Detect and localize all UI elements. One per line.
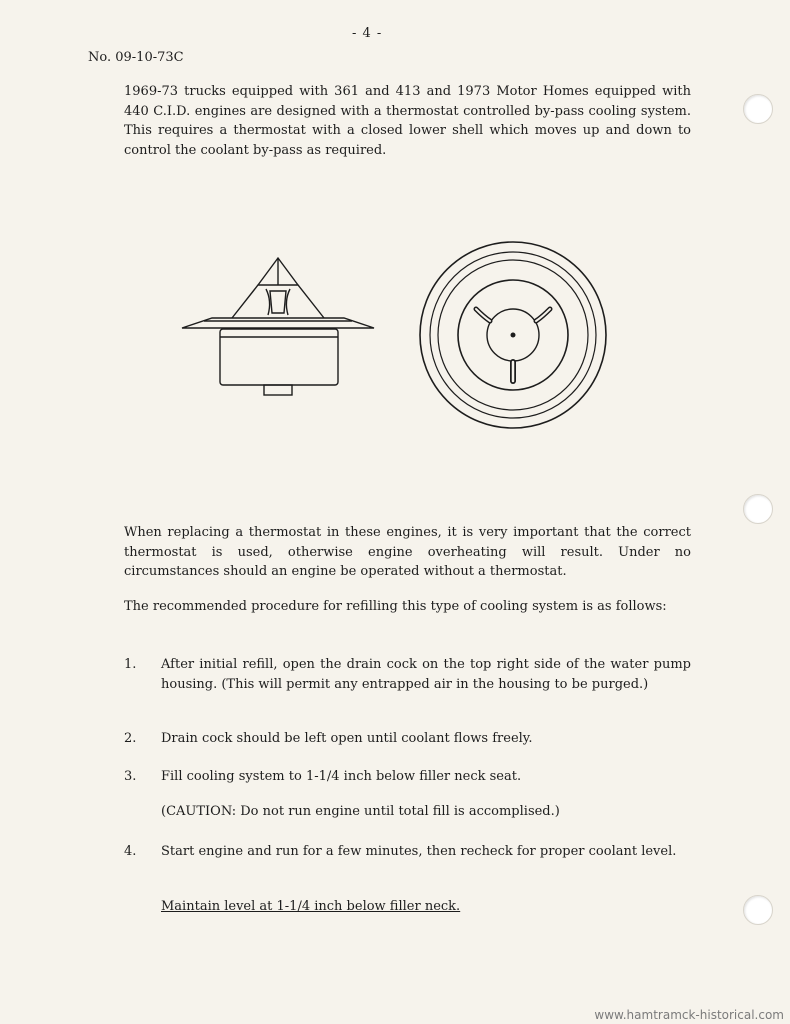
step-number: 2. xyxy=(124,731,137,746)
step-text: Fill cooling system to 1-1/4 inch below filler neck seat. xyxy=(161,769,522,784)
step-number: 4. xyxy=(124,844,137,859)
binder-hole xyxy=(743,94,773,124)
step-text: Drain cock should be left open until coolant flows freely. xyxy=(161,731,533,746)
page-number: - 4 - xyxy=(352,26,383,41)
intro-paragraph: 1969-73 trucks equipped with 361 and 413 and 1973 Motor Homes equipped with 440 C.I.D. engines are designed with a thermostat controlled by-pass cooling system. This requires a thermostat with a closed lower shell which moves up and down to control the coolant by-pass as required. xyxy=(124,84,691,158)
thermostat-side-view-illustration xyxy=(180,255,376,397)
step-number: 1. xyxy=(124,657,137,672)
watermark: www.hamtramck-historical.com xyxy=(594,1008,784,1022)
document-number: No. 09-10-73C xyxy=(88,50,184,65)
step-text: Start engine and run for a few minutes, then recheck for proper coolant level. xyxy=(161,844,677,859)
step-text: After initial refill, open the drain cock on the top right side of the water pump housing. (This will permit any entrapped air in the housing to be purged.) xyxy=(161,657,691,692)
caution-note: (CAUTION: Do not run engine until total fill is accomplised.) xyxy=(161,804,560,819)
thermostat-top-view-illustration xyxy=(418,241,608,429)
warning-paragraph: When replacing a thermostat in these engines, it is very important that the correct thermostat is used, otherwise engine overheating will result. Under no circumstances should an engine be operated without a thermostat. xyxy=(124,525,691,579)
step-number: 3. xyxy=(124,769,137,784)
binder-hole xyxy=(743,494,773,524)
procedure-intro: The recommended procedure for refilling this type of cooling system is as follows: xyxy=(124,599,667,614)
maintain-level-note: Maintain level at 1-1/4 inch below filler neck. xyxy=(161,899,461,914)
binder-hole xyxy=(743,895,773,925)
